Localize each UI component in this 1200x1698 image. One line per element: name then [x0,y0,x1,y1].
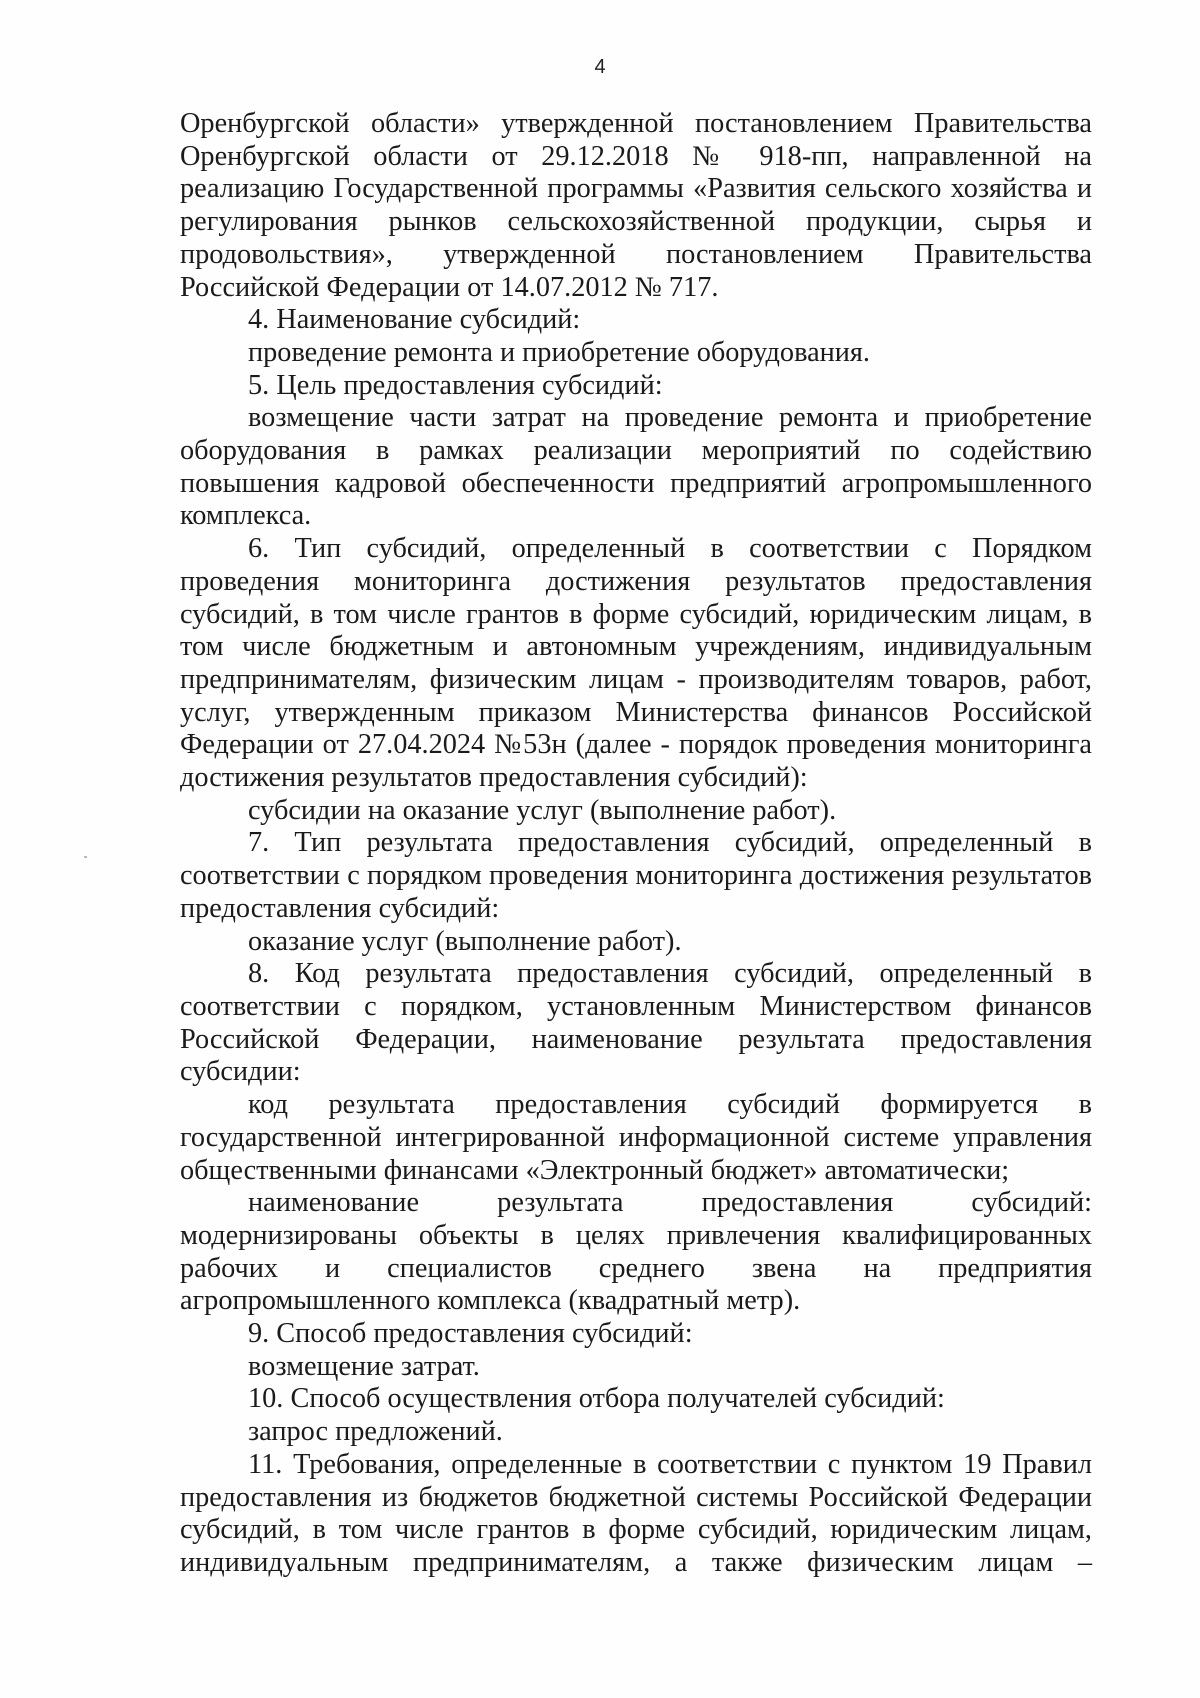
section-5-text: возмещение части затрат на проведение ремонта и приобретение оборудования в рамках реализации мероприятий по содействию повышения кадровой обеспеченности предприятий агропромышленного комплекса. [180,402,1092,532]
section-4-text: проведение ремонта и приобретение оборудования. [248,336,871,368]
section-11-text: 11. Требования, определенные в соответствии с пунктом 19 Правил предоставления из бюджетов бюджетной системы Российской Федерации субсидий, в том числе грантов в форме субсидий, юридическим лицам, индивидуальным предпринимателям, а также физическим лицам – [180,1448,1092,1578]
scan-speck [84,856,87,858]
section-4-heading: 4. Наименование субсидий: [248,304,581,336]
section-6-text: 6. Тип субсидий, определенный в соответствии с Порядком проведения мониторинга достижения результатов предоставления субсидий, в том числе грантов в форме субсидий, юридическим лицам, в том числе бюджетным и автономным учреждениям, индивидуальным предпринимателям, физическим лицам - производителям товаров, работ, услуг, утвержденным приказом Министерства финансов Российской Федерации от 27.04.2024 №53н (далее - порядок проведения мониторинга достижения результатов предоставления субсидий): [180,533,1092,794]
section-9-heading: 9. Способ предоставления субсидий: [248,1318,693,1350]
section-10-value: запрос предложений. [248,1416,503,1448]
section-7-text: 7. Тип результата предоставления субсидий, определенный в соответствии с порядком проведения мониторинга достижения результатов предоставления субсидий: [180,827,1092,924]
section-6-value: субсидии на оказание услуг (выполнение работ). [248,794,837,826]
section-8-name: наименование результата предоставления субсидий: модернизированы объекты в целях привлечения квалифицированных рабочих и специалистов среднего звена на предприятия агропромышленного комплекса (квадратный метр). [180,1187,1092,1317]
paragraph-continuation: Оренбургской области» утвержденной постановлением Правительства Оренбургской области от 29.12.2018 № 918-пп, направленной на реализацию Государственной программы «Развития сельского хозяйства и регулирования рынков сельскохозяйственной продукции, сырья и продовольствия», утвержденной постановлением Правительства Российской Федерации от 14.07.2012 № 717. [180,108,1092,303]
section-7-value: оказание услуг (выполнение работ). [248,925,682,957]
document-body [180,108,1092,1580]
page-number: 4 [594,56,606,78]
section-10-heading: 10. Способ осуществления отбора получателей субсидий: [248,1383,945,1415]
section-9-value: возмещение затрат. [248,1350,480,1382]
section-8-code: код результата предоставления субсидий формируется в государственной интегрированной информационной системе управления общественными финансами «Электронный бюджет» автоматически; [180,1089,1092,1186]
section-5-heading: 5. Цель предоставления субсидий: [248,369,663,401]
section-8-text: 8. Код результата предоставления субсидий, определенный в соответствии с порядком, установленным Министерством финансов Российской Федерации, наименование результата предоставления субсидии: [180,958,1092,1088]
